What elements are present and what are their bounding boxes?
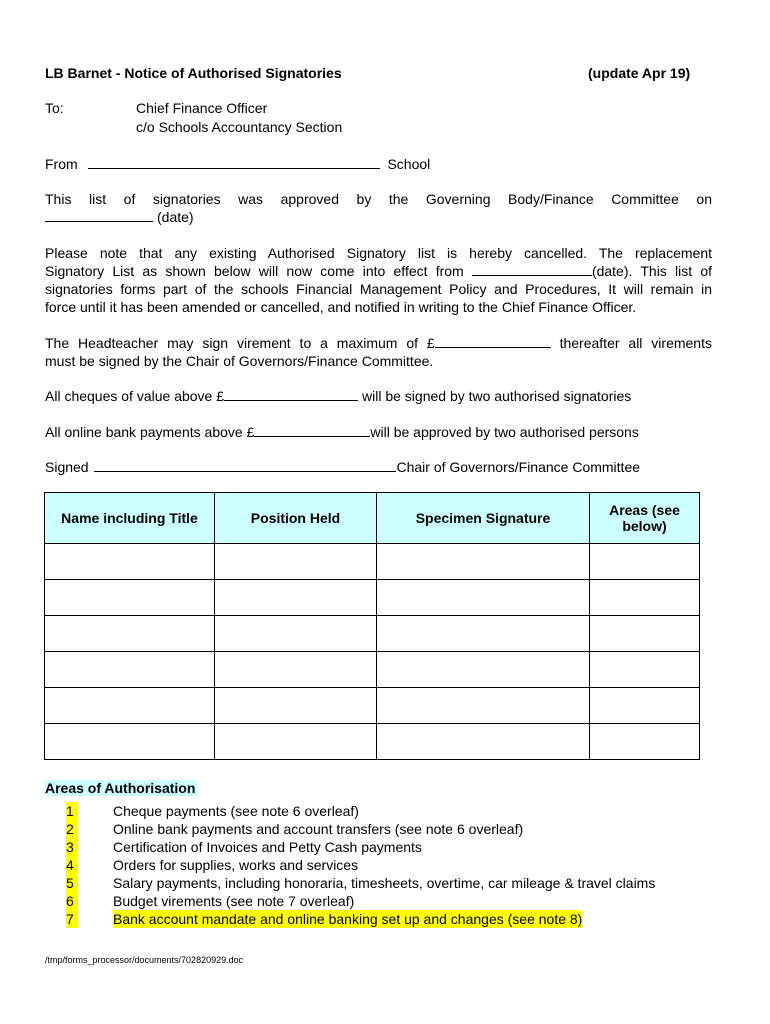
notice-line-2b: (date). This list of: [591, 263, 712, 279]
cell-name[interactable]: [45, 544, 215, 580]
table-row: [45, 652, 700, 688]
virement-text-a: The Headteacher may sign virement to a maximum of £: [45, 335, 435, 351]
area-text: Orders for supplies, works and services: [113, 857, 359, 873]
virement-text-b: thereafter all virements: [559, 335, 712, 351]
footer-path: /tmp/forms_processor/documents/702820929.doc: [45, 955, 244, 965]
table-row: [45, 688, 700, 724]
approval-date-field[interactable]: [45, 208, 153, 222]
cheques-line: [45, 387, 631, 405]
area-text: Bank account mandate and online banking set up and changes (see note 8): [113, 911, 583, 927]
cell-signature[interactable]: [377, 616, 590, 652]
approval-line: This list of signatories was approved by the Governing Body/Finance Committee on: [45, 191, 712, 207]
area-number: 7: [66, 910, 78, 928]
area-number: 2: [66, 820, 78, 838]
update-date: (update Apr 19): [588, 65, 691, 81]
cell-signature[interactable]: [377, 580, 590, 616]
effective-date-field[interactable]: [472, 262, 592, 276]
online-value-field[interactable]: [254, 423, 370, 437]
to-section: c/o Schools Accountancy Section: [136, 119, 343, 135]
cell-signature[interactable]: [377, 652, 590, 688]
cell-areas[interactable]: [590, 652, 700, 688]
notice-line-2a: Signatory List as shown below will now come into effect from: [45, 263, 464, 279]
areas-heading: Areas of Authorisation: [45, 780, 196, 796]
cell-name[interactable]: [45, 616, 215, 652]
signatories-table: [44, 492, 700, 760]
cell-name[interactable]: [45, 724, 215, 760]
cell-position[interactable]: [215, 688, 377, 724]
cell-position[interactable]: [215, 616, 377, 652]
notice-line-3: signatories forms part of the schools Financial Management Policy and Procedures, It will remain in: [45, 281, 712, 297]
notice-line-2: [45, 262, 712, 280]
area-text: Online bank payments and account transfers (see note 6 overleaf): [113, 821, 524, 837]
area-number: 1: [66, 802, 78, 820]
cell-signature[interactable]: [377, 724, 590, 760]
header-name: Name including Title: [45, 493, 215, 544]
table-row: [45, 724, 700, 760]
online-line: [45, 423, 639, 441]
area-text: Certification of Invoices and Petty Cash payments: [113, 839, 422, 855]
cell-name[interactable]: [45, 688, 215, 724]
cell-position[interactable]: [215, 724, 377, 760]
area-item: [66, 910, 583, 928]
header-signature: Specimen Signature: [377, 493, 590, 544]
header-areas: Areas (see below): [590, 493, 700, 544]
cheque-value-field[interactable]: [224, 387, 358, 401]
cell-position[interactable]: [215, 580, 377, 616]
table-row: [45, 544, 700, 580]
cheques-text-a: All cheques of value above £: [45, 388, 225, 404]
area-item: [66, 874, 656, 892]
to-label: To:: [45, 100, 64, 116]
online-text-a: All online bank payments above £: [45, 424, 255, 440]
from-line: [45, 155, 430, 172]
header-position: Position Held: [215, 493, 377, 544]
area-text: Salary payments, including honoraria, timesheets, overtime, car mileage & travel claims: [113, 875, 656, 891]
online-text-b: will be approved by two authorised persons: [370, 424, 639, 440]
cell-areas[interactable]: [590, 724, 700, 760]
virement-max-field[interactable]: [435, 334, 551, 348]
area-item: [66, 856, 359, 874]
area-number: 3: [66, 838, 78, 856]
cheques-text-b: will be signed by two authorised signatories: [362, 388, 632, 404]
area-number: 4: [66, 856, 78, 874]
cell-signature[interactable]: [377, 688, 590, 724]
cell-areas[interactable]: [590, 580, 700, 616]
chair-signature-field[interactable]: [94, 458, 396, 472]
area-item: [66, 838, 422, 856]
cell-areas[interactable]: [590, 688, 700, 724]
cell-name[interactable]: [45, 652, 215, 688]
signed-label: Signed: [45, 459, 89, 475]
area-number: 5: [66, 874, 78, 892]
cell-areas[interactable]: [590, 616, 700, 652]
table-row: [45, 580, 700, 616]
cell-position[interactable]: [215, 544, 377, 580]
approval-date-suffix: (date): [157, 209, 194, 225]
cell-areas[interactable]: [590, 544, 700, 580]
area-item: [66, 820, 524, 838]
notice-line-1: Please note that any existing Authorised Signatory list is hereby cancelled. The replacement: [45, 245, 712, 261]
from-label: From: [45, 156, 78, 172]
virement-line-1: [45, 334, 712, 352]
signed-line: [45, 458, 640, 476]
table-header-row: [45, 493, 700, 544]
cell-name[interactable]: [45, 580, 215, 616]
cell-signature[interactable]: [377, 544, 590, 580]
from-suffix: School: [387, 156, 431, 172]
school-name-field[interactable]: [88, 155, 380, 169]
approval-date-line: [45, 208, 194, 226]
table-row: [45, 616, 700, 652]
document-title: LB Barnet - Notice of Authorised Signatories: [45, 65, 342, 81]
area-item: [66, 802, 359, 820]
signed-suffix: Chair of Governors/Finance Committee: [396, 459, 641, 475]
area-text: Budget virements (see note 7 overleaf): [113, 893, 355, 909]
notice-line-4: force until it has been amended or cancelled, and notified in writing to the Chief Finance Officer.: [45, 299, 637, 315]
cell-position[interactable]: [215, 652, 377, 688]
area-number: 6: [66, 892, 78, 910]
area-item: [66, 892, 355, 910]
to-recipient: Chief Finance Officer: [136, 100, 268, 116]
virement-line-2: must be signed by the Chair of Governors/Finance Committee.: [45, 353, 434, 369]
area-text: Cheque payments (see note 6 overleaf): [113, 803, 359, 819]
